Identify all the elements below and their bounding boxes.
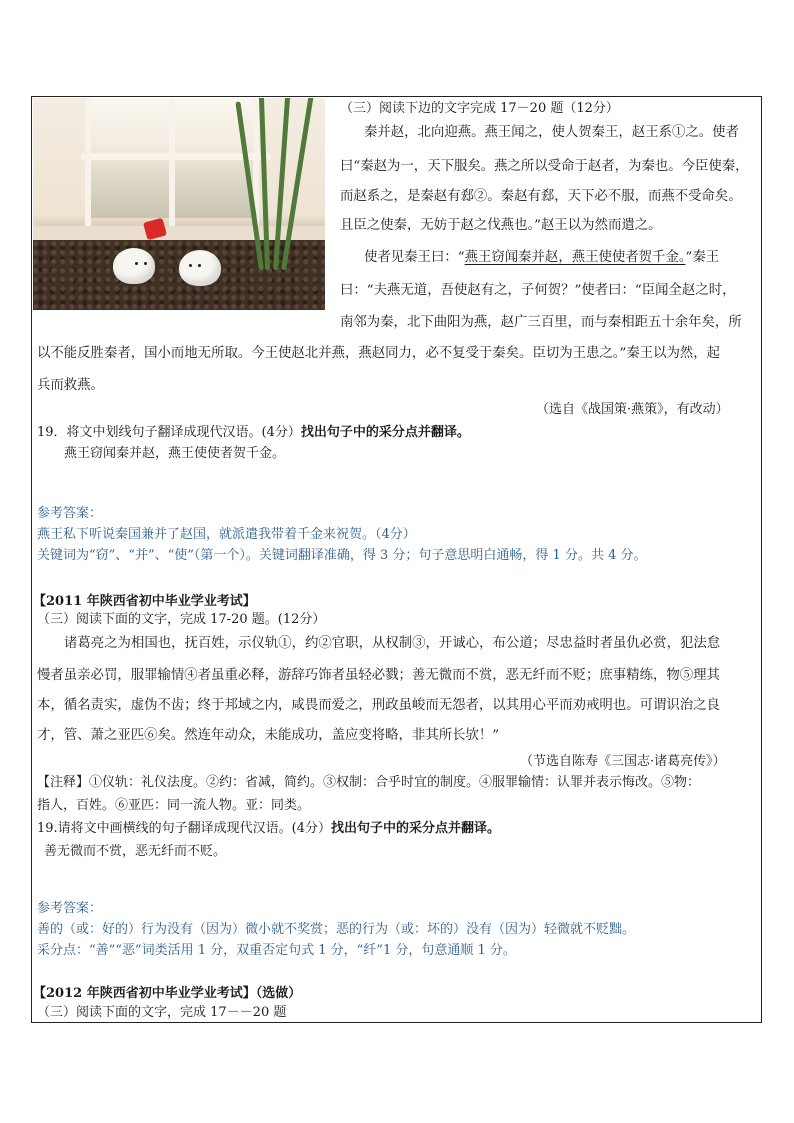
passage-line: 南邻为秦，北下曲阳为燕，赵广三百里，而与秦相距五十余年矣，所 xyxy=(340,315,742,330)
answer-label: 参考答案： xyxy=(37,506,103,521)
question-instruction: 找出句子中的采分点并翻译。 xyxy=(331,821,501,836)
source-citation: （节选自陈寿《三国志·诸葛亮传》） xyxy=(520,754,726,769)
exam-title: 【2012 年陕西省初中毕业学业考试】（选做） xyxy=(33,986,302,1001)
answer-line: 采分点：“善”“恶”词类活用 1 分，双重否定句式 1 分，“纤”1 分，句意通顺 1 分。 xyxy=(37,943,516,958)
passage-line: 曰“秦赵为一，天下服矣。燕之所以受命于赵者，为秦也。今臣使秦， xyxy=(340,159,749,174)
annotation-line: 【注释】①仪轨：礼仪法度。②约：省减，简约。③权制：合乎时宜的制度。④服罪输情：认罪并表示悔改。⑤物： xyxy=(37,775,701,790)
source-citation: （选自《战国策·燕策》，有改动） xyxy=(536,402,729,417)
question-19 xyxy=(37,424,470,441)
passage-line: 慢者虽亲必罚，服罪输情④者虽重必释，游辞巧饰者虽轻必戮；善无微而不赏，恶无纤而不贬；庶事精练，物⑤理其 xyxy=(37,668,720,683)
underlined-sentence: 燕王窃闻秦并赵，燕王使使者贺千金。 xyxy=(464,250,686,265)
passage-line: 才，管、萧之亚匹⑥矣。然连年动众，未能成功，盖应变将略，非其所长欤！” xyxy=(37,728,500,743)
answer-label: 参考答案： xyxy=(37,901,103,916)
exam-title: 【2011 年陕西省初中毕业学业考试】 xyxy=(33,594,256,609)
section2-heading: （三）阅读下面的文字，完成 17-20 题。(12分） xyxy=(37,612,326,627)
question-19 xyxy=(37,820,500,837)
passage-line: 本，循名责实，虚伪不齿；终于邦域之内，咸畏而爱之，刑政虽峻而无怨者，以其用心平而劝戒明也。可谓识治之良 xyxy=(37,698,720,713)
question-text: 19.请将文中画横线的句子翻译成现代汉语。(4分） xyxy=(37,821,332,836)
passage-line: 诸葛亮之为相国也，抚百姓，示仪轨①，约②官职，从权制③，开诚心，布公道；尽忠益时者虽仇必赏，犯法怠 xyxy=(64,636,721,651)
question-sentence: 善无微而不赏，恶无纤而不贬。 xyxy=(44,844,227,859)
annotation-line: 指人，百姓。⑥亚匹：同一流人物。亚：同类。 xyxy=(37,798,311,813)
passage-line: 且臣之使秦，无妨于赵之伐燕也。”赵王以为然而遣之。 xyxy=(340,218,662,233)
section1-heading: （三）阅读下边的文字完成 17－20 题（12分） xyxy=(340,101,619,116)
answer-line: 燕王私下听说秦国兼并了赵国，就派遣我带着千金来祝贺。（4分） xyxy=(37,527,416,542)
passage-line: 秦并赵，北向迎燕。燕王闻之，使人贺秦王，赵王系①之。使者 xyxy=(364,125,739,140)
question-text: 19．将文中划线句子翻译成现代汉语。(4分） xyxy=(37,425,301,440)
section3-heading: （三）阅读下面的文字，完成 17－－20 题 xyxy=(37,1005,287,1020)
passage-prefix: 使者见秦王曰：“ xyxy=(364,250,465,265)
passage-line-underlined xyxy=(364,249,719,266)
passage-line: 曰：“夫燕无道，吾使赵有之，子何贺？”使者曰：“臣闻全赵之时， xyxy=(340,283,736,298)
passage-line: 而赵系之，是秦赵有郄②。秦赵有郄，天下必不服，而燕不受命矣。 xyxy=(340,189,742,204)
question-sentence: 燕王窃闻秦并赵，燕王使使者贺千金。 xyxy=(64,446,286,461)
question-instruction: 找出句子中的采分点并翻译。 xyxy=(300,425,470,440)
passage-suffix: ”秦王 xyxy=(685,250,720,265)
passage-line: 兵而救燕。 xyxy=(37,378,104,393)
answer-line: 善的（或：好的）行为没有（因为）微小就不奖赏；恶的行为（或：坏的）没有（因为）轻微就不贬黜。 xyxy=(37,922,636,937)
answer-line: 关键词为“窃”、“并”、“使”（第一个）。关键词翻译准确，得 3 分；句子意思明白通畅，得 1 分。共 4 分。 xyxy=(37,548,647,563)
passage-line: 以不能反胜秦者，国小而地无所取。今王使赵北并燕，燕赵同力，必不复受于秦矣。臣切为王患之。”秦王以为然，起 xyxy=(37,346,721,361)
illustration-photo xyxy=(33,98,325,310)
